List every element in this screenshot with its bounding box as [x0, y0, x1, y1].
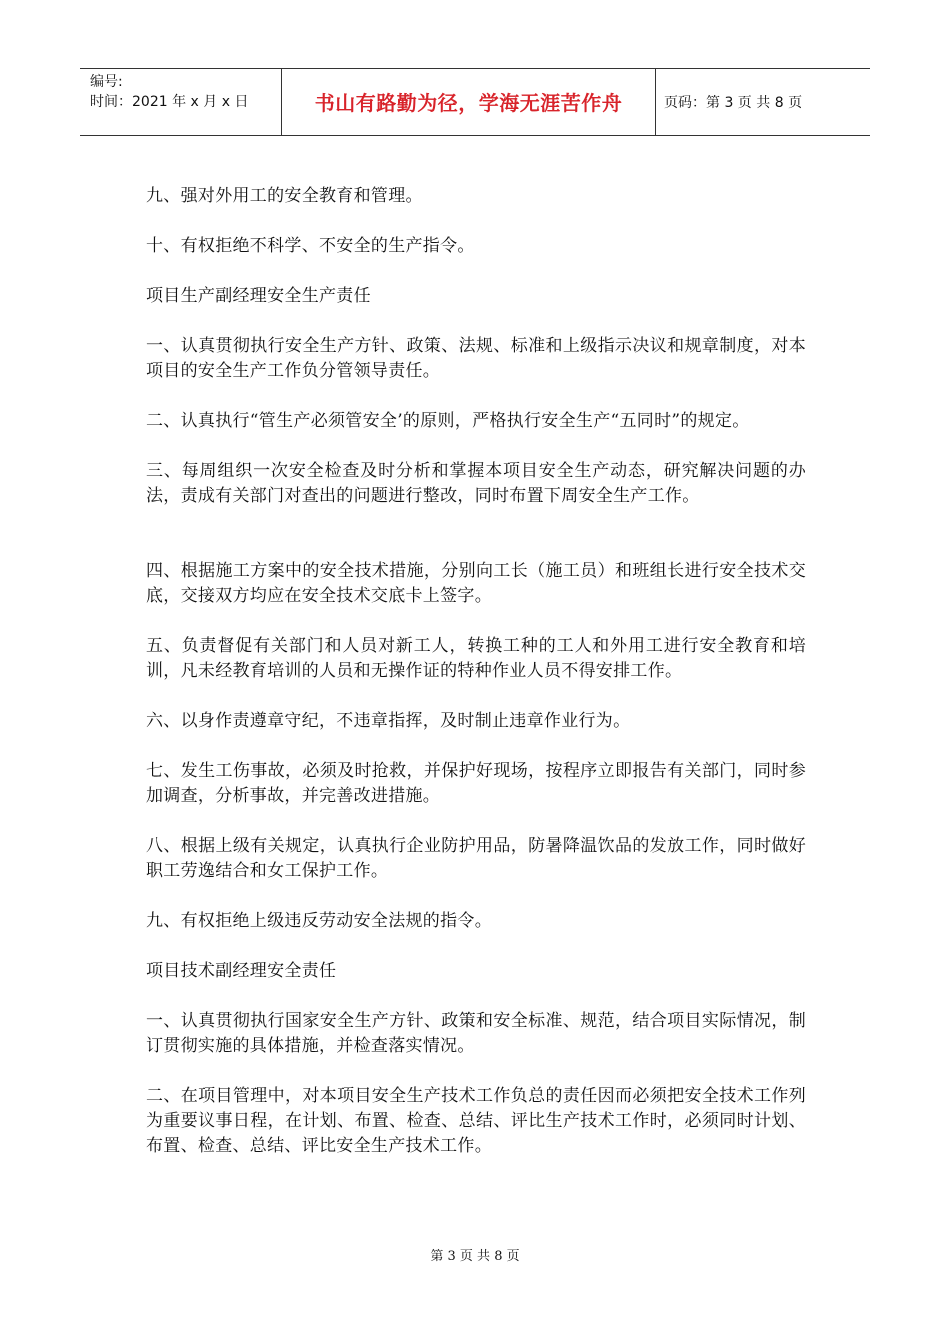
paragraph: 四、根据施工方案中的安全技术措施，分别向工长（施工员）和班组长进行安全技术交底，交接双方均应在安全技术交底卡上签字。 — [146, 561, 806, 606]
paragraph: 十、有权拒绝不科学、不安全的生产指令。 — [146, 236, 475, 256]
header-meta-cell — [80, 69, 282, 135]
paragraph: 一、认真贯彻执行安全生产方针、政策、法规、标准和上级指示决议和规章制度，对本项目的安全生产工作负分管领导责任。 — [146, 336, 806, 381]
section-heading: 项目技术副经理安全责任 — [146, 961, 337, 981]
document-header — [80, 68, 870, 136]
document-time-label: 时间：2021 年 x 月 x 日 — [90, 94, 249, 110]
paragraph: 一、认真贯彻执行国家安全生产方针、政策和安全标准、规范，结合项目实际情况，制订贯彻实施的具体措施，并检查落实情况。 — [146, 1011, 806, 1056]
paragraph: 二、在项目管理中，对本项目安全生产技术工作负总的责任因而必须把安全技术工作列为重要议事日程，在计划、布置、检查、总结、评比生产技术工作时，必须同时计划、布置、检查、总结、评比安全生产技术工作。 — [146, 1086, 806, 1156]
paragraph: 三、每周组织一次安全检查及时分析和掌握本项目安全生产动态，研究解决问题的办法，责成有关部门对查出的问题进行整改，同时布置下周安全生产工作。 — [146, 461, 806, 506]
header-page-cell — [656, 69, 870, 135]
section-heading: 项目生产副经理安全生产责任 — [146, 286, 371, 306]
paragraph: 九、强对外用工的安全教育和管理。 — [146, 186, 423, 206]
page-footer: 第 3 页 共 8 页 — [430, 1249, 520, 1264]
document-body — [146, 184, 806, 1184]
header-page-info: 页码：第 3 页 共 8 页 — [664, 95, 803, 111]
paragraph: 八、根据上级有关规定，认真执行企业防护用品，防暑降温饮品的发放工作，同时做好职工劳逸结合和女工保护工作。 — [146, 836, 806, 881]
header-motto-cell — [282, 69, 656, 135]
paragraph: 五、负责督促有关部门和人员对新工人，转换工种的工人和外用工进行安全教育和培训，凡未经教育培训的人员和无操作证的特种作业人员不得安排工作。 — [146, 636, 806, 681]
paragraph: 七、发生工伤事故，必须及时抢救，并保护好现场，按程序立即报告有关部门，同时参加调查，分析事故，并完善改进措施。 — [146, 761, 806, 806]
header-motto: 书山有路勤为径，学海无涯苦作舟 — [314, 90, 623, 115]
document-number-label: 编号: — [90, 74, 123, 90]
paragraph: 六、以身作责遵章守纪，不违章指挥，及时制止违章作业行为。 — [146, 711, 631, 731]
paragraph: 九、有权拒绝上级违反劳动安全法规的指令。 — [146, 911, 492, 931]
paragraph: 二、认真执行“管生产必须管安全’的原则，严格执行安全生产“五同时”的规定。 — [146, 411, 750, 431]
